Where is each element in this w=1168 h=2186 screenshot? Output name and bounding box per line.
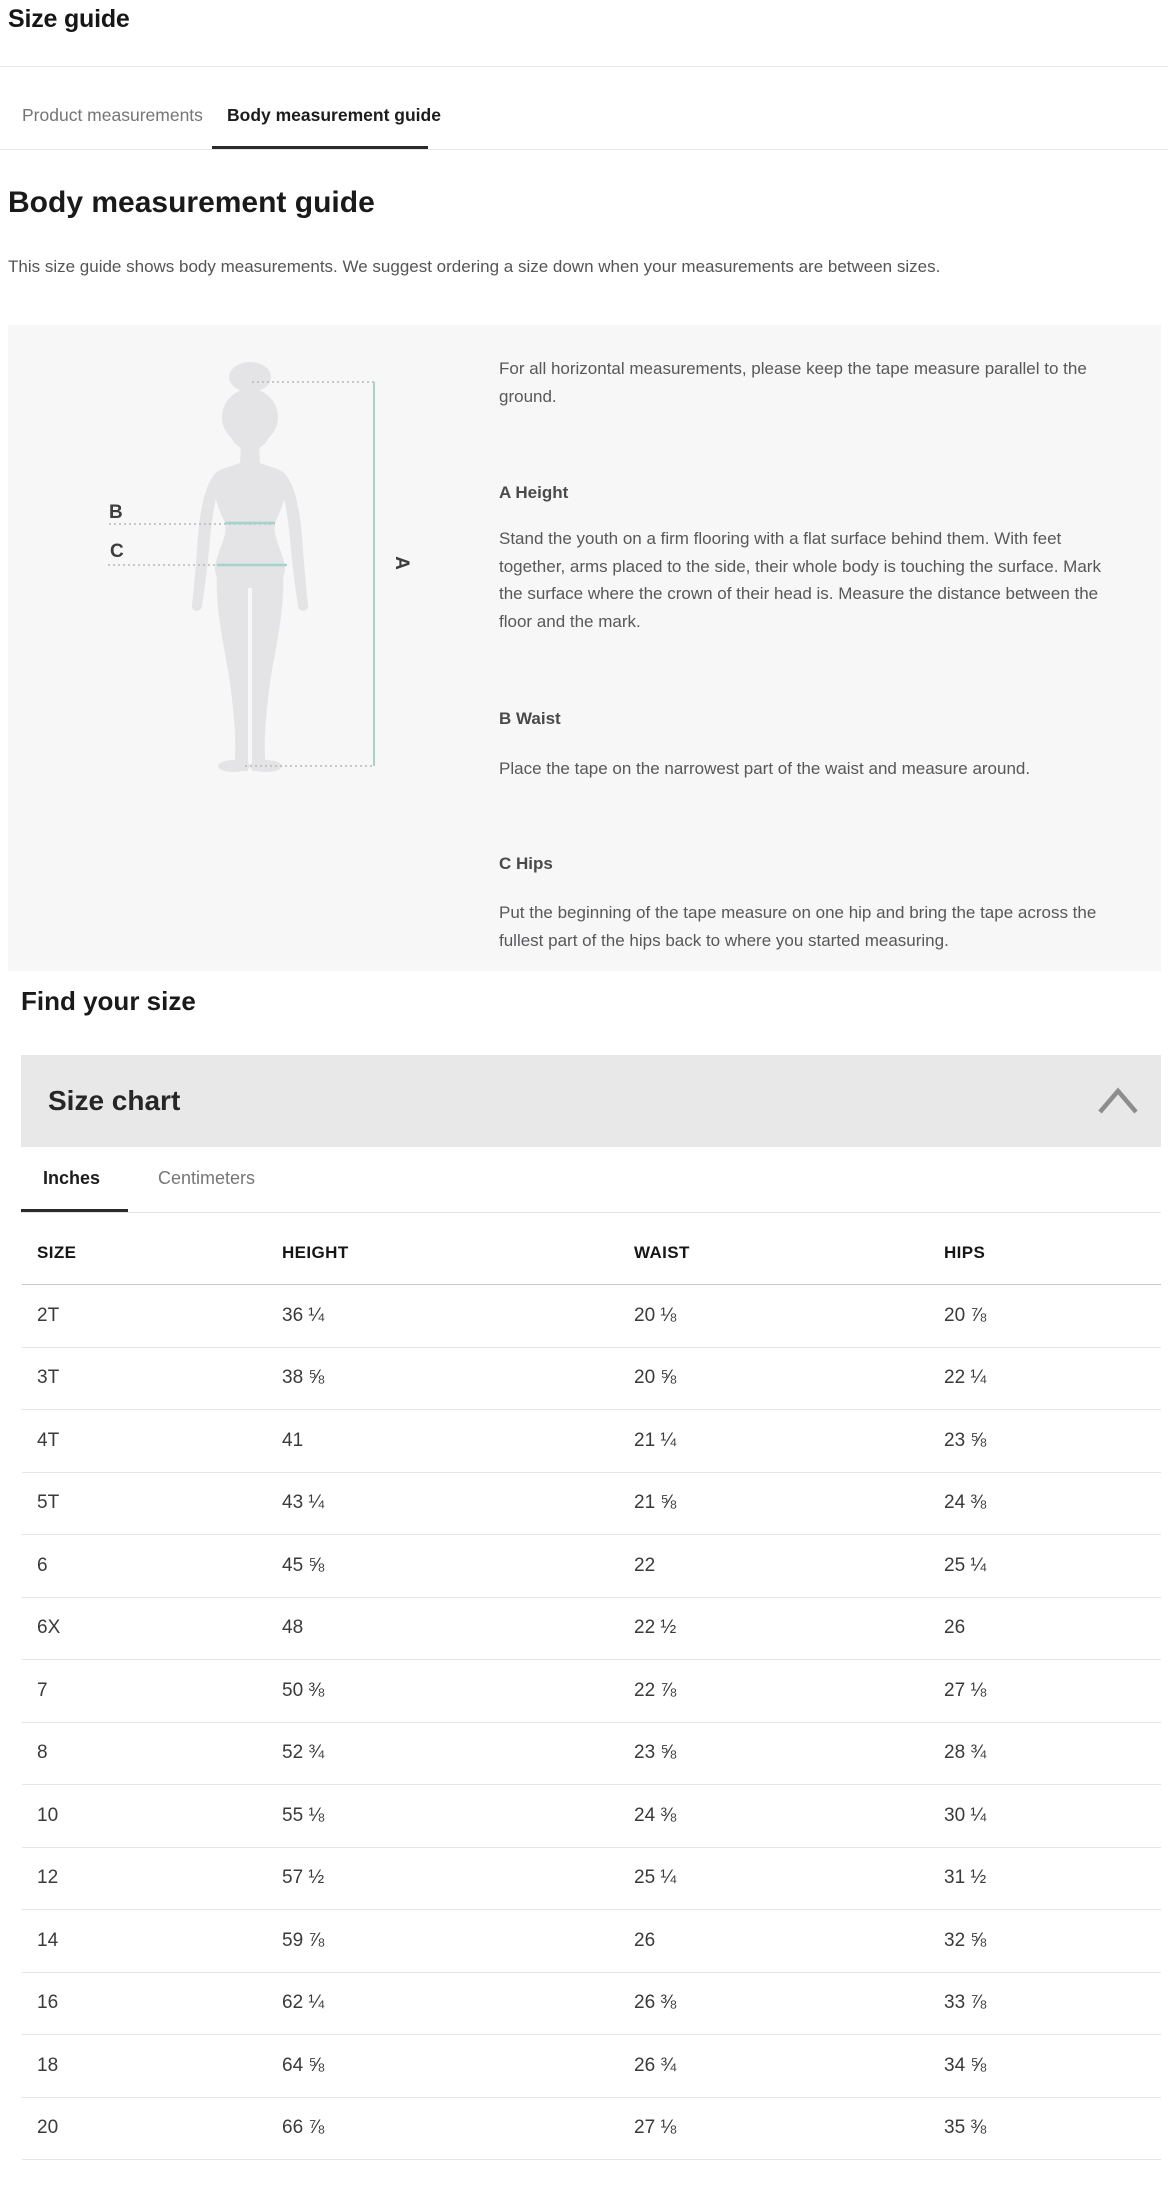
table-cell-hips: 26 [944,1617,966,1639]
table-cell-height: 55 ⅛ [282,1804,325,1826]
table-cell-size: 8 [37,1742,48,1764]
table-header-row [22,1213,1161,1285]
table-cell-height: 52 ¾ [282,1742,325,1764]
table-row [22,1473,1161,1536]
table-cell-height: 41 [282,1429,304,1451]
size-chart-table [22,1213,1161,2160]
table-cell-hips: 24 ⅜ [944,1492,987,1514]
tab-body-measurement-guide[interactable]: Body measurement guide [227,105,441,125]
table-cell-hips: 34 ⅝ [944,2054,987,2076]
hips-instructions: Put the beginning of the tape measure on one hip and bring the tape across the fullest part of the hips back to where you started measuring. [499,903,1097,950]
table-cell-height: 36 ¼ [282,1304,325,1326]
table-cell-height: 48 [282,1617,304,1639]
table-cell-hips: 27 ⅛ [944,1679,987,1701]
measurement-diagram-panel [8,325,1161,971]
table-cell-waist: 22 [634,1554,656,1576]
table-cell-waist: 26 [634,1929,656,1951]
table-cell-waist: 20 ⅛ [634,1304,677,1326]
table-cell-waist: 20 ⅝ [634,1367,677,1389]
table-cell-waist: 21 ¼ [634,1429,677,1451]
tab-product-measurements[interactable]: Product measurements [22,105,203,125]
table-cell-height: 57 ½ [282,1867,325,1889]
table-cell-size: 4T [37,1429,60,1451]
size-chart-title: Size chart [48,1085,181,1116]
page-title: Size guide [8,5,130,33]
table-row [22,1285,1161,1348]
table-cell-hips: 25 ¼ [944,1554,987,1576]
table-cell-size: 12 [37,1867,59,1889]
table-cell-hips: 31 ½ [944,1867,987,1889]
table-row [22,1723,1161,1786]
table-cell-size: 16 [37,1992,59,2014]
girl-silhouette-icon [192,362,308,772]
size-chart-accordion-toggle[interactable] [21,1055,1161,1147]
table-cell-hips: 33 ⅞ [944,1992,987,2014]
table-cell-waist: 27 ⅛ [634,2117,677,2139]
table-row [22,1535,1161,1598]
height-instructions: Stand the youth on a firm flooring with a flat surface behind them. With feet together, arms placed to the side, their whole body is touching the surface. Mark the surface where the crown of their head is. Measure the distance between the floor and the mark. [499,529,1101,631]
table-cell-waist: 22 ⅞ [634,1679,677,1701]
divider [0,66,1168,67]
section-intro: This size guide shows body measurements. We suggest ordering a size down when your measurements are between sizes. [8,257,941,276]
section-heading: Body measurement guide [8,186,375,219]
table-row [22,1848,1161,1911]
table-cell-waist: 23 ⅝ [634,1742,677,1764]
table-cell-height: 62 ¼ [282,1992,325,2014]
table-cell-size: 6X [37,1617,61,1639]
table-cell-height: 45 ⅝ [282,1554,325,1576]
table-cell-waist: 21 ⅝ [634,1492,677,1514]
table-row [22,2098,1161,2161]
table-cell-size: 14 [37,1929,59,1951]
table-row [22,1973,1161,2036]
tab-inches[interactable]: Inches [43,1168,101,1188]
table-row [22,1598,1161,1661]
table-cell-size: 18 [37,2054,59,2076]
diagram-label-b: B [109,502,123,523]
table-cell-size: 20 [37,2117,59,2139]
table-cell-height: 43 ¼ [282,1492,325,1514]
table-row [22,1910,1161,1973]
table-cell-hips: 23 ⅝ [944,1429,987,1451]
table-row [22,1660,1161,1723]
table-cell-height: 38 ⅝ [282,1367,325,1389]
table-cell-size: 3T [37,1367,60,1389]
chevron-up-icon [1097,1087,1139,1115]
waist-instructions: Place the tape on the narrowest part of the waist and measure around. [499,759,1031,778]
table-cell-hips: 28 ¾ [944,1742,987,1764]
table-cell-waist: 24 ⅜ [634,1804,677,1826]
table-row [22,1410,1161,1473]
column-header-waist: WAIST [634,1242,690,1262]
table-cell-waist: 26 ¾ [634,2054,677,2076]
table-cell-waist: 26 ⅜ [634,1992,677,2014]
table-cell-waist: 25 ¼ [634,1867,677,1889]
table-cell-size: 10 [37,1804,59,1826]
table-cell-height: 64 ⅝ [282,2054,325,2076]
diagram-label-c: C [110,541,124,562]
divider [0,149,1168,150]
table-cell-size: 5T [37,1492,60,1514]
table-cell-size: 2T [37,1304,60,1326]
table-cell-hips: 35 ⅜ [944,2117,987,2139]
table-cell-height: 50 ⅜ [282,1679,325,1701]
table-body [22,1285,1161,2160]
diagram-label-a: A [391,556,412,570]
table-cell-hips: 30 ¼ [944,1804,987,1826]
table-cell-hips: 20 ⅞ [944,1304,987,1326]
hips-label: C Hips [499,854,553,873]
table-cell-waist: 22 ½ [634,1617,677,1639]
table-cell-height: 66 ⅞ [282,2117,325,2139]
column-header-size: SIZE [37,1242,77,1262]
panel-note: For all horizontal measurements, please keep the tape measure parallel to the ground. [499,359,1087,406]
table-cell-size: 6 [37,1554,48,1576]
find-your-size-heading: Find your size [21,986,196,1016]
table-cell-height: 59 ⅞ [282,1929,325,1951]
tab-centimeters[interactable]: Centimeters [158,1168,256,1188]
waist-label: B Waist [499,709,561,728]
table-cell-hips: 22 ¼ [944,1367,987,1389]
column-header-hips: HIPS [944,1242,986,1262]
column-header-height: HEIGHT [282,1242,349,1262]
table-row [22,1785,1161,1848]
body-silhouette-diagram [8,325,478,971]
table-cell-size: 7 [37,1679,48,1701]
height-label: A Height [499,483,569,502]
table-row [22,2035,1161,2098]
table-cell-hips: 32 ⅝ [944,1929,987,1951]
table-row [22,1348,1161,1411]
